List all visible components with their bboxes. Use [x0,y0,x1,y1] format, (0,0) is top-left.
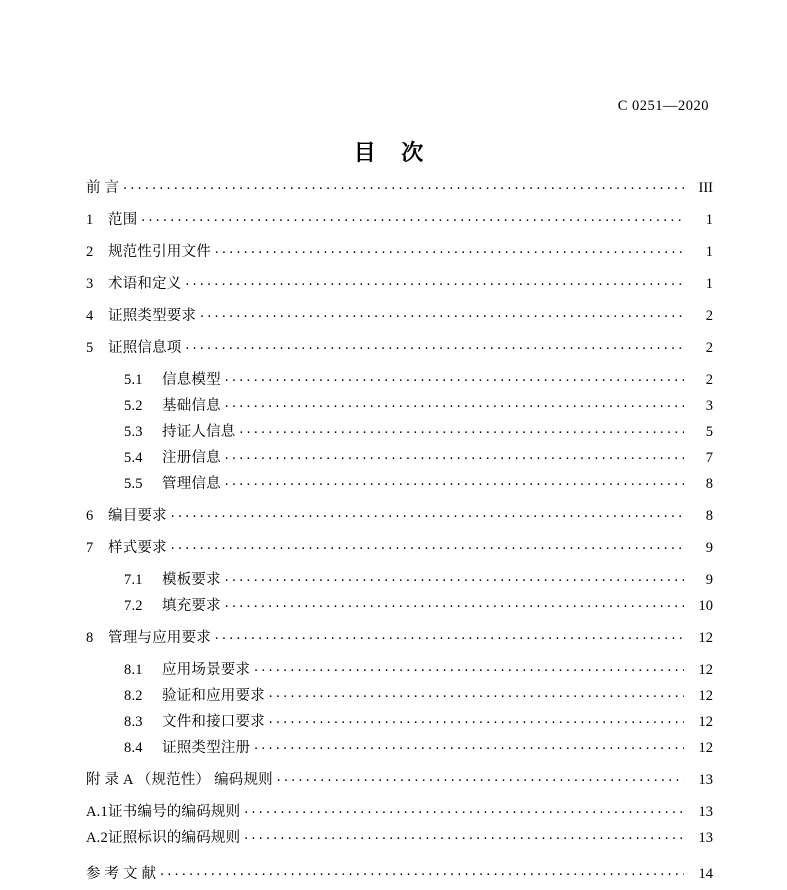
toc-entry-label [86,341,182,356]
toc-leader-dots [225,370,684,384]
toc-entry-text: 模板要求 [162,572,221,588]
toc-entry-page: 2 [705,340,713,356]
toc-leader-dots [171,538,684,552]
toc-leader-dots [269,712,684,726]
toc-entry-page: 1 [705,244,713,260]
toc-entry-text: 应用场景要求 [162,662,251,678]
toc-leader-dots [254,660,684,674]
toc-entry[interactable] [86,770,713,796]
toc-entry-page: 1 [705,276,713,292]
toc-entry-page: 13 [698,772,713,788]
toc-entry[interactable] [86,864,713,890]
toc-entry-page: 8 [705,508,713,524]
toc-entry-label [124,573,221,588]
toc-entry-label [86,831,240,846]
toc-entry-page: 13 [698,830,713,846]
toc-entry-label [86,509,167,524]
toc-leader-dots [254,738,684,752]
document-code: C 0251—2020 [617,98,709,114]
toc-entry-number: 5 [86,340,94,356]
toc-entry-page: 7 [705,450,713,466]
toc-leader-dots [225,474,684,488]
toc-entry-label [124,663,250,678]
toc-entry-text: 持证人信息 [162,424,236,440]
toc-leader-dots [215,242,684,256]
toc-entry[interactable] [86,596,713,622]
toc-leader-dots [225,448,684,462]
toc-entry-label [124,399,221,414]
toc-entry-label [86,773,273,788]
toc-entry[interactable] [86,338,713,364]
toc-entry-label [124,451,221,466]
toc-entry-text: 注册信息 [162,450,221,466]
toc-entry[interactable] [86,474,713,500]
toc-entry[interactable] [86,660,713,686]
toc-entry-text: 验证和应用要求 [162,688,265,704]
toc-entry-number: 5.4 [124,450,143,466]
toc-entry[interactable] [86,570,713,596]
toc-entry-label [86,867,156,882]
toc-entry-label [86,277,182,292]
toc-entry-text: 前 言 [86,180,120,196]
toc-entry-number: A.2 [86,830,108,846]
toc-leader-dots [269,686,684,700]
toc-entry-text: 术语和定义 [108,276,182,292]
toc-entry-text: 信息模型 [162,372,221,388]
toc-leader-dots [225,596,684,610]
toc-entry-number: 4 [86,308,94,324]
toc-leader-dots [244,802,684,816]
toc-entry[interactable] [86,306,713,332]
toc-entry-number: 5.3 [124,424,143,440]
toc-entry-page: 3 [705,398,713,414]
toc-entry[interactable] [86,370,713,396]
toc-entry-text: 基础信息 [162,398,221,414]
toc-entry[interactable] [86,738,713,764]
toc-entry-page: 9 [705,572,713,588]
toc-entry[interactable] [86,178,713,204]
toc-entry-number: 2 [86,244,94,260]
toc-entry[interactable] [86,828,713,854]
toc-entry-label [124,741,250,756]
toc-entry-label [86,805,240,820]
toc-leader-dots [225,396,684,410]
toc-entry-page: 5 [705,424,713,440]
toc-entry-label [124,715,265,730]
toc-entry-text: 证照标识的编码规则 [108,830,241,846]
toc-entry-text: 附 录 A （规范性） 编码规则 [86,772,273,788]
toc-entry[interactable] [86,538,713,564]
toc-entry-number: 5.1 [124,372,143,388]
toc-leader-dots [186,274,685,288]
toc-entry-number: 7.2 [124,598,143,614]
toc-entry-number: 8.4 [124,740,143,756]
toc-entry-page: 13 [698,804,713,820]
toc-entry-text: 证照信息项 [108,340,182,356]
toc-entry-text: 证照类型注册 [162,740,251,756]
toc-entry-number: 8 [86,630,94,646]
toc-leader-dots [225,570,684,584]
toc-leader-dots [200,306,684,320]
toc-entry[interactable] [86,686,713,712]
toc-entry-label [124,477,221,492]
toc-entry[interactable] [86,242,713,268]
toc-entry-text: 证照类型要求 [108,308,197,324]
toc-entry-number: A.1 [86,804,108,820]
toc-entry-text: 样式要求 [108,540,167,556]
toc-entry-text: 范围 [108,212,138,228]
toc-entry-page: 2 [705,372,713,388]
toc-entry-number: 6 [86,508,94,524]
toc-entry[interactable] [86,628,713,654]
toc-leader-dots [244,828,684,842]
toc-entry-page: 9 [705,540,713,556]
toc-entry-text: 参 考 文 献 [86,866,157,882]
toc-leader-dots [123,178,684,192]
toc-entry-label [124,599,221,614]
table-of-contents [86,178,713,890]
toc-entry-page: 12 [698,688,713,704]
toc-entry-label [86,213,137,228]
toc-entry[interactable] [86,396,713,422]
toc-entry-number: 1 [86,212,94,228]
toc-entry[interactable] [86,506,713,532]
toc-leader-dots [171,506,684,520]
toc-entry[interactable] [86,274,713,300]
toc-leader-dots [160,864,684,878]
toc-entry-page: 12 [698,630,713,646]
toc-entry-number: 5.5 [124,476,143,492]
toc-leader-dots [240,422,685,436]
toc-entry-label [86,181,119,196]
toc-entry-number: 8.3 [124,714,143,730]
toc-entry[interactable] [86,210,713,236]
toc-entry[interactable] [86,802,713,828]
toc-entry-text: 证书编号的编码规则 [108,804,241,820]
toc-entry-page: III [698,180,713,196]
toc-entry-text: 文件和接口要求 [162,714,265,730]
page-title: 目 次 [353,140,434,165]
toc-entry-page: 8 [705,476,713,492]
toc-entry-label [86,309,196,324]
toc-entry-page: 1 [705,212,713,228]
toc-entry-number: 5.2 [124,398,143,414]
toc-entry-label [124,689,265,704]
toc-entry-number: 8.2 [124,688,143,704]
toc-entry-label [86,541,167,556]
toc-leader-dots [186,338,685,352]
toc-entry[interactable] [86,712,713,738]
toc-entry-page: 12 [698,714,713,730]
toc-entry-number: 7.1 [124,572,143,588]
toc-entry-label [124,425,236,440]
toc-entry-text: 编目要求 [108,508,167,524]
toc-entry-text: 管理与应用要求 [108,630,211,646]
toc-leader-dots [277,770,684,784]
toc-entry-page: 14 [698,866,713,882]
toc-entry-page: 12 [698,662,713,678]
toc-entry-number: 7 [86,540,94,556]
toc-entry-label [86,631,211,646]
toc-entry-label [124,373,221,388]
toc-entry-number: 3 [86,276,94,292]
toc-entry-page: 2 [705,308,713,324]
toc-entry-text: 填充要求 [162,598,221,614]
toc-entry-text: 管理信息 [162,476,221,492]
toc-leader-dots [215,628,684,642]
toc-entry[interactable] [86,448,713,474]
toc-entry[interactable] [86,422,713,448]
toc-entry-number: 8.1 [124,662,143,678]
toc-entry-text: 规范性引用文件 [108,244,211,260]
toc-entry-page: 10 [698,598,713,614]
toc-leader-dots [141,210,684,224]
toc-entry-page: 12 [698,740,713,756]
toc-entry-label [86,245,211,260]
